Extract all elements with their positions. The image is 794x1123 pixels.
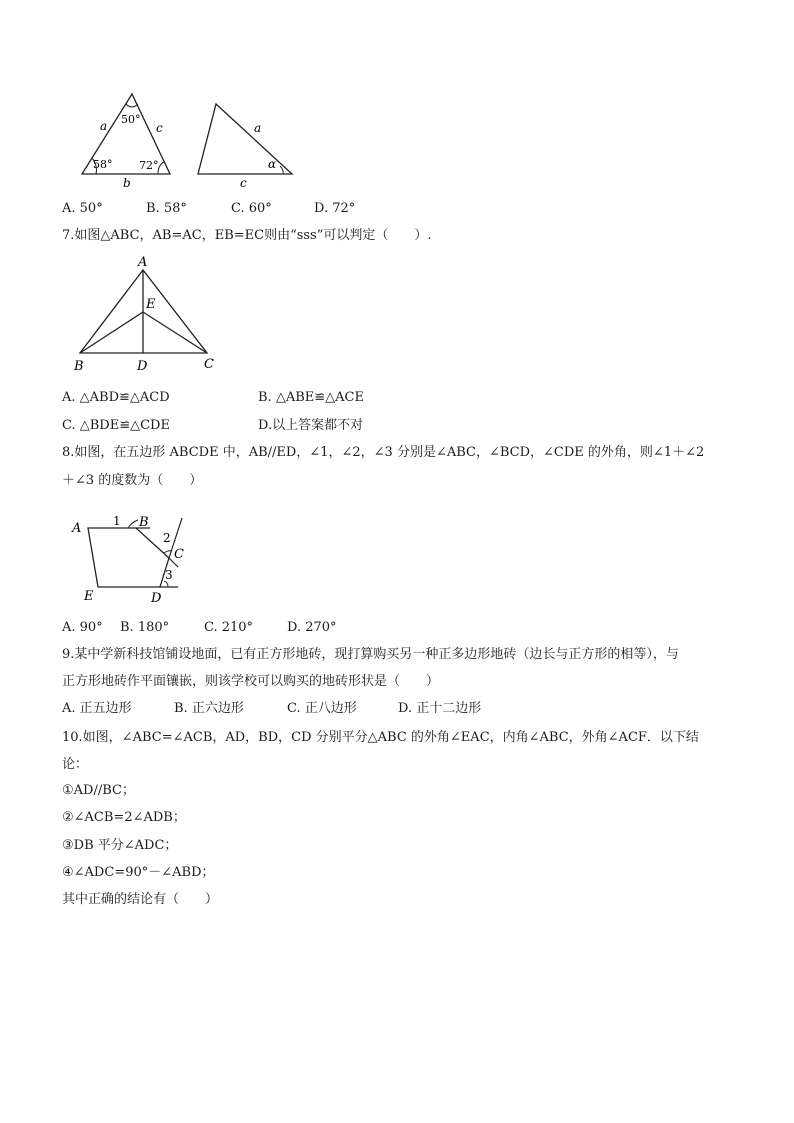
q7-label-a: A xyxy=(138,255,148,270)
q6-t1-label-a: a xyxy=(100,119,108,133)
q6-angle-arc-alpha xyxy=(280,166,283,174)
q8-text-line1: 8.如图，在五边形 ABCDE 中，AB//ED，∠1，∠2，∠3 分别是∠ABC，∠BCD，∠CDE 的外角，则∠1＋∠2 xyxy=(62,445,705,460)
q6-t2-label-a: a xyxy=(254,121,262,135)
q7-option-a: A. △ABD≌△ACD xyxy=(62,390,170,405)
q7-segment-ce xyxy=(143,312,207,353)
q8-option-c: C. 210° xyxy=(204,620,254,635)
q9-option-a: A. 正五边形 xyxy=(62,701,132,716)
q8-label-a: A xyxy=(72,521,82,536)
q7-option-d: D.以上答案都不对 xyxy=(258,418,364,433)
q6-figure xyxy=(70,86,310,192)
q8-label-1: 1 xyxy=(113,514,121,528)
q8-label-b: B xyxy=(139,515,149,530)
q8-pentagon xyxy=(88,528,169,587)
q6-option-d: D. 72° xyxy=(314,201,356,216)
q7-figure xyxy=(70,254,230,376)
q6-triangle-2 xyxy=(198,104,292,174)
q10-item-3: ③DB 平分∠ADC； xyxy=(62,838,178,853)
q10-item-1: ①AD//BC； xyxy=(62,783,135,798)
q9-option-b: B. 正六边形 xyxy=(174,701,244,716)
q8-label-e: E xyxy=(84,589,94,604)
q6-t2-label-alpha: α xyxy=(268,157,277,171)
q8-option-b: B. 180° xyxy=(120,620,170,635)
q7-label-e: E xyxy=(146,297,156,312)
q10-text-line1: 10.如图，∠ABC=∠ACB，AD，BD，CD 分别平分△ABC 的外角∠EAC，内角∠ABC，外角∠ACF．以下结 xyxy=(62,730,699,745)
q8-label-c: C xyxy=(174,547,184,562)
q7-option-c: C. △BDE≌△CDE xyxy=(62,418,170,433)
q6-option-a: A. 50° xyxy=(62,201,103,216)
q8-label-2: 2 xyxy=(163,531,171,545)
q7-segment-be xyxy=(80,312,143,353)
q10-item-2: ②∠ACB=2∠ADB； xyxy=(62,810,186,825)
q6-option-b: B. 58° xyxy=(146,201,187,216)
q8-figure xyxy=(68,508,198,608)
q8-label-3: 3 xyxy=(165,568,173,582)
q10-text-line2: 论： xyxy=(62,757,89,772)
q8-angle-arc-1 xyxy=(128,520,138,528)
q6-angle-arc-right xyxy=(158,162,164,174)
q6-t1-angle-left: 58° xyxy=(93,158,113,171)
q9-option-c: C. 正八边形 xyxy=(287,701,357,716)
q8-option-d: D. 270° xyxy=(287,620,337,635)
q7-text: 7.如图△ABC，AB=AC，EB=EC则由“sss”可以判定（ ）. xyxy=(62,228,432,243)
q6-t1-label-c: c xyxy=(156,121,163,135)
q8-option-a: A. 90° xyxy=(62,620,103,635)
q6-option-c: C. 60° xyxy=(231,201,272,216)
q6-angle-arc-top xyxy=(126,104,138,107)
q6-t1-label-b: b xyxy=(123,176,131,190)
q9-text-line2: 正方形地砖作平面镶嵌，则该学校可以购买的地砖形状是（ ） xyxy=(62,674,440,689)
q6-t1-angle-top: 50° xyxy=(121,113,141,126)
q6-t2-label-c: c xyxy=(240,176,247,190)
q6-t1-angle-right: 72° xyxy=(139,159,159,172)
q9-text-line1: 9.某中学新科技馆铺设地面，已有正方形地砖，现打算购买另一种正多边形地砖（边长与正方形的相等），与 xyxy=(62,647,679,662)
q9-option-d: D. 正十二边形 xyxy=(398,701,482,716)
q8-label-d: D xyxy=(151,591,162,606)
q10-question: 其中正确的结论有（ ） xyxy=(62,892,219,907)
q7-label-d: D xyxy=(137,359,148,374)
q7-option-b: B. △ABE≌△ACE xyxy=(258,390,364,405)
q10-item-4: ④∠ADC=90°－∠ABD； xyxy=(62,865,215,880)
q7-label-c: C xyxy=(204,357,214,372)
q7-label-b: B xyxy=(74,359,84,374)
q8-text-line2: ＋∠3 的度数为（ ） xyxy=(62,473,203,488)
